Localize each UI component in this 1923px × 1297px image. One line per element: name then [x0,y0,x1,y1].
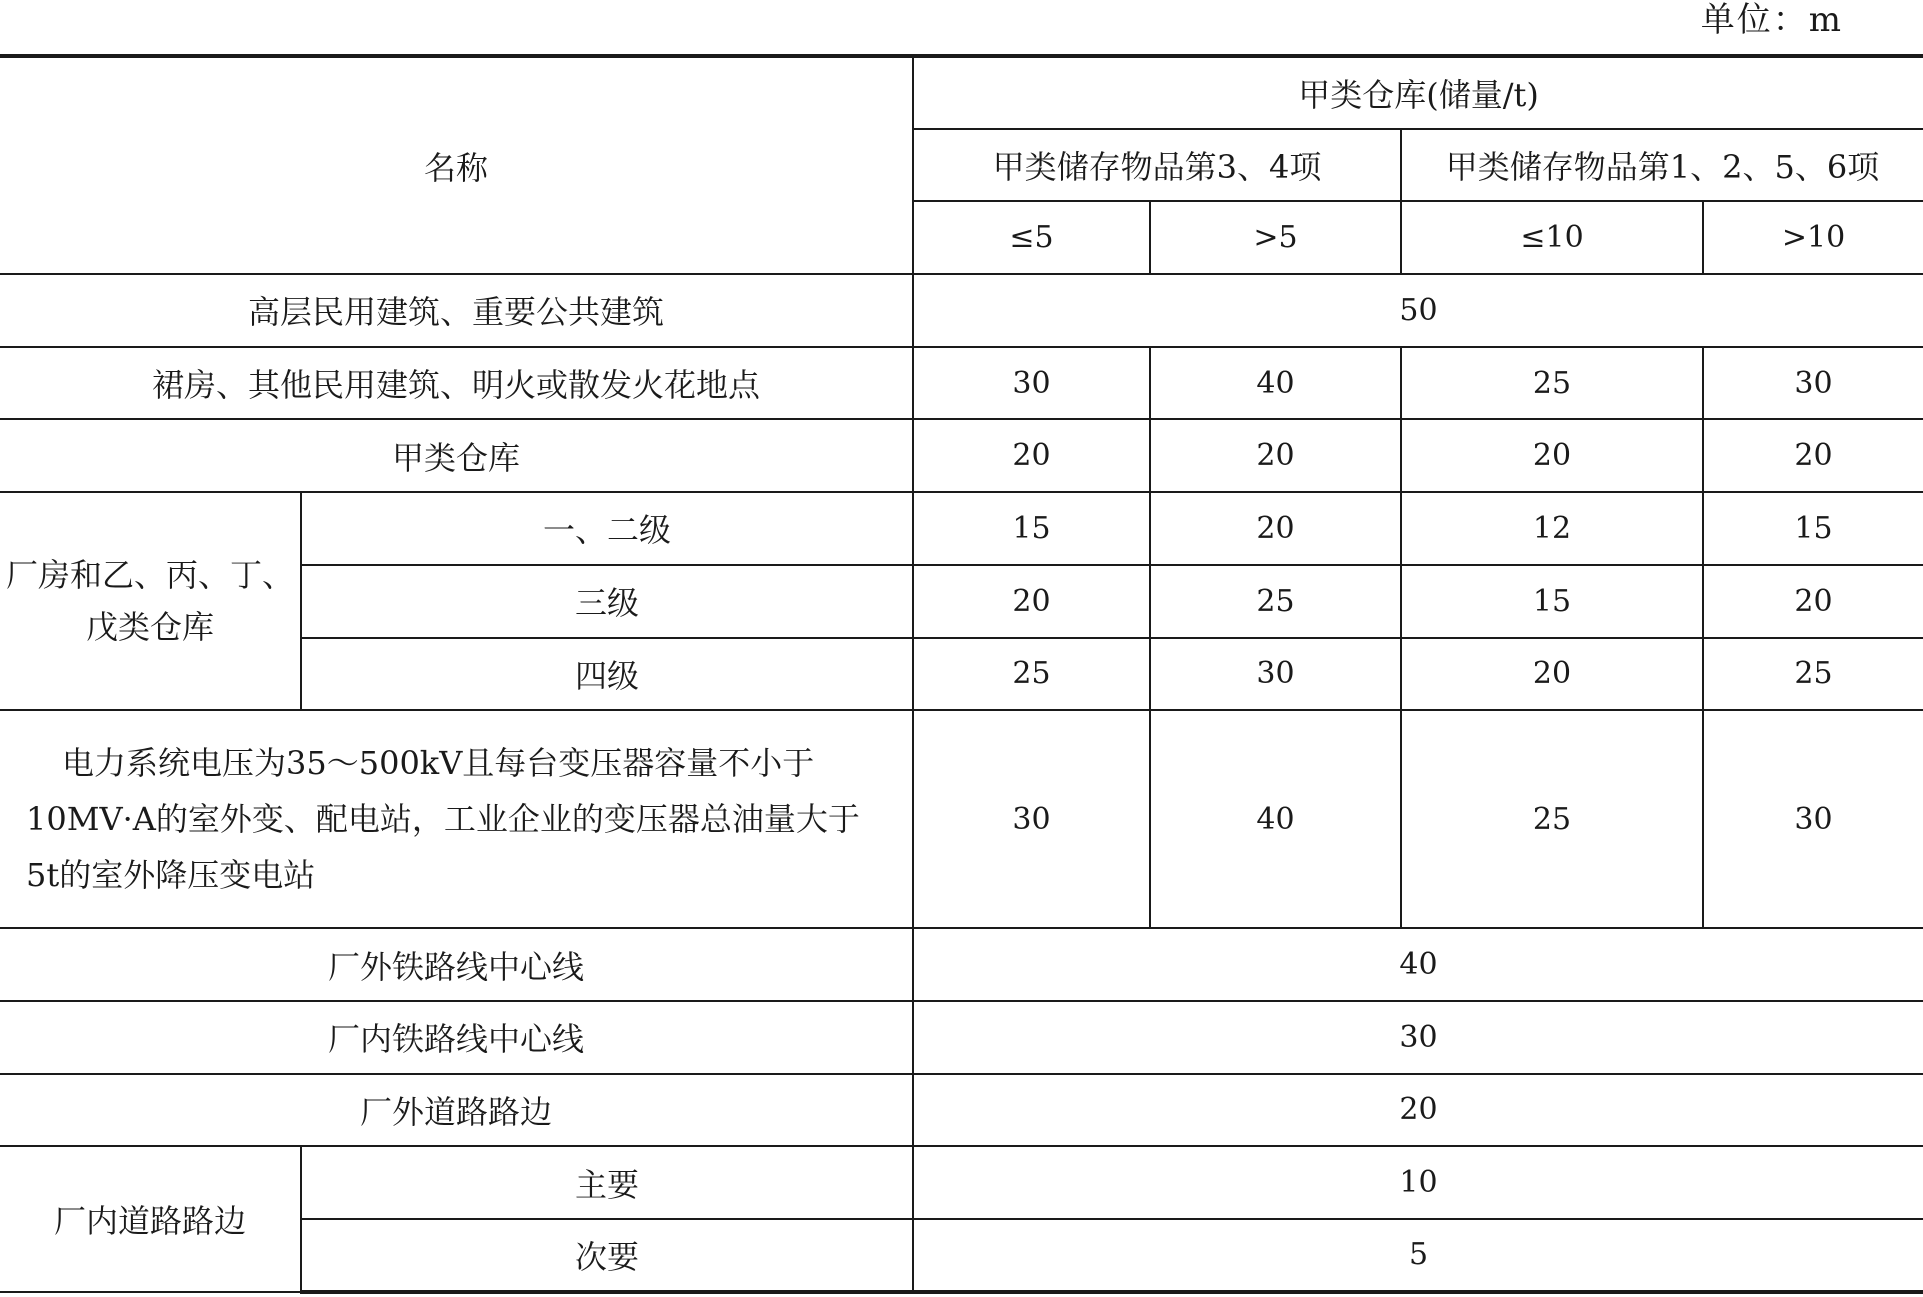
cell-value: 20 [1401,419,1703,492]
cell-value: 30 [1150,638,1401,711]
cell-value: 40 [913,928,1923,1001]
cell-value: 20 [1150,419,1401,492]
row-highrise [0,274,1923,347]
header-gt10: >10 [1703,201,1923,274]
cell-value: 15 [913,492,1150,565]
row-road-inside-main [0,1146,1923,1219]
cell-value: 20 [1703,419,1923,492]
separation-distance-table [0,54,1923,1294]
row-subname: 次要 [301,1219,913,1292]
cell-value: 20 [913,419,1150,492]
row-subname: 三级 [301,565,913,638]
cell-value: 10 [913,1146,1923,1219]
header-warehouse: 甲类仓库(储量/t) [913,56,1923,129]
row-power-substation [0,710,1923,928]
cell-value: 25 [1150,565,1401,638]
header-le5: ≤5 [913,201,1150,274]
cell-value: 40 [1150,710,1401,928]
cell-value: 25 [1703,638,1923,711]
cell-value: 20 [1401,638,1703,711]
row-subname: 一、二级 [301,492,913,565]
row-name: 厂内铁路线中心线 [0,1001,913,1074]
row-rail-outside [0,928,1923,1001]
cell-value: 30 [913,1001,1923,1074]
row-road-outside [0,1074,1923,1147]
header-le10: ≤10 [1401,201,1703,274]
cell-value: 50 [913,274,1923,347]
cell-value: 30 [1703,347,1923,420]
row-group-factory: 厂房和乙、丙、丁、戊类仓库 [0,492,301,710]
row-rail-inside [0,1001,1923,1074]
header-row-1 [0,56,1923,129]
header-group-34: 甲类储存物品第3、4项 [913,129,1401,202]
row-name: 裙房、其他民用建筑、明火或散发火花地点 [0,347,913,420]
header-gt5: >5 [1150,201,1401,274]
cell-value: 20 [913,1074,1923,1147]
row-name: 厂外道路路边 [0,1074,913,1147]
row-factory-grade12 [0,492,1923,565]
row-subname: 四级 [301,638,913,711]
cell-value: 20 [913,565,1150,638]
unit-label: 单位：m [1700,0,1843,40]
cell-value: 15 [1703,492,1923,565]
row-class-a-warehouse [0,419,1923,492]
cell-value: 5 [913,1219,1923,1292]
row-podium [0,347,1923,420]
row-subname: 主要 [301,1146,913,1219]
cell-value: 30 [913,347,1150,420]
header-name: 名称 [0,56,913,274]
row-name: 高层民用建筑、重要公共建筑 [0,274,913,347]
cell-value: 30 [1703,710,1923,928]
row-name: 电力系统电压为35～500kV且每台变压器容量不小于10MV·A的室外变、配电站，工业企业的变压器总油量大于5t的室外降压变电站 [0,710,913,928]
cell-value: 30 [913,710,1150,928]
cell-value: 20 [1150,492,1401,565]
cell-value: 25 [1401,347,1703,420]
cell-value: 25 [1401,710,1703,928]
row-name: 厂外铁路线中心线 [0,928,913,1001]
row-name: 甲类仓库 [0,419,913,492]
row-group-road-inside: 厂内道路路边 [0,1146,301,1291]
cell-value: 25 [913,638,1150,711]
header-group-1256: 甲类储存物品第1、2、5、6项 [1401,129,1923,202]
cell-value: 12 [1401,492,1703,565]
cell-value: 15 [1401,565,1703,638]
cell-value: 40 [1150,347,1401,420]
cell-value: 20 [1703,565,1923,638]
